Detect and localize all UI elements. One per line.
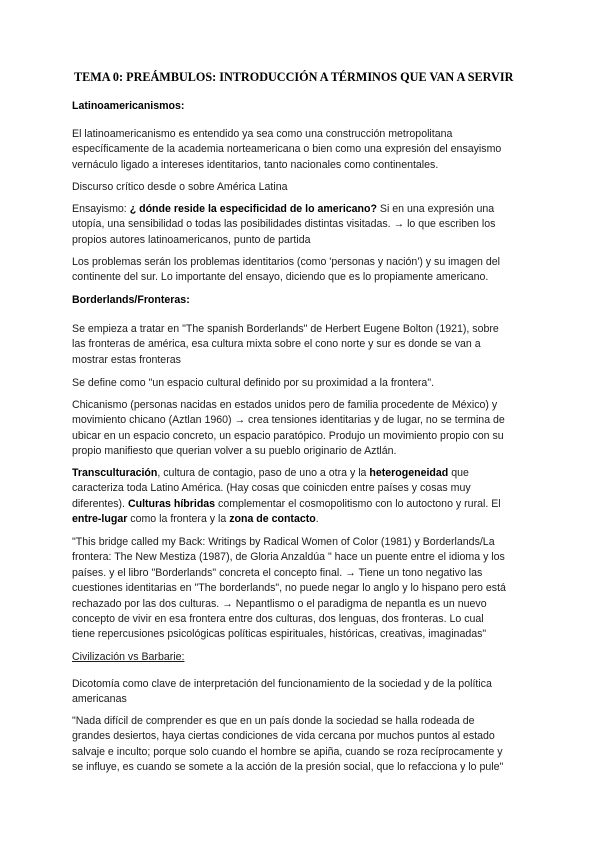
text-span: Si en una expresión una	[376, 203, 495, 215]
paragraph-bridge	[72, 535, 534, 643]
text-line: mostrar estas fronteras	[72, 353, 181, 366]
text-line: grandes desiertos, haya ciertas condiciones de vida cercana por muchos puntos al estado	[72, 730, 495, 743]
heading-civilizacion: Civilización vs Barbarie:	[72, 651, 185, 663]
text-line: Dicotomía como clave de interpretación del funcionamiento de la sociedad y de la política	[72, 678, 492, 690]
text-line: propio manifiesto que querian volver a su pueblo originario de Aztlán.	[72, 445, 397, 458]
heading-latinoamericanismos: Latinoamericanismos:	[72, 100, 185, 112]
text-line	[72, 497, 534, 512]
text-line: rechazado por las dos culturas. → Nepantlismo o el paradigma de nepantla es un nuevo	[72, 597, 487, 610]
text-line	[72, 512, 534, 527]
text-line: El latinoamericanismo es entendido ya sea como una construcción metropolitana	[72, 128, 453, 140]
text-line: vernáculo ligado a intereses identitarios, tanto nacionales como continentales.	[72, 158, 439, 171]
bold-term: entre-lugar	[72, 513, 128, 526]
text-line	[72, 202, 534, 217]
text-span: , cultura de contagio, paso de uno a otra y la	[157, 467, 370, 479]
text-line: concepto de vivir en esa frontera entre dos culturas, dos lenguas, dos fronteras. Lo cual	[72, 613, 484, 626]
text-span: que	[448, 467, 469, 479]
text-line: continente del sur. Lo importante del ensayo, diciendo que es lo propiamente americano.	[72, 271, 489, 284]
text-line	[72, 466, 534, 481]
text-line: ubicar en un espacio concreto, un espacio paratópico. Produjo un movimiento propio con su	[72, 429, 504, 442]
heading-borderlands: Borderlands/Fronteras:	[72, 294, 190, 306]
text-line: países. y el libro "Borderlands" concreta el concepto final. → Tiene un tono negativo las	[72, 566, 483, 579]
paragraph-chicanismo	[72, 398, 534, 460]
paragraph-discurso: Discurso crítico desde o sobre América Latina	[72, 181, 288, 193]
paragraph-dicotomia	[72, 677, 534, 708]
text-line: "This bridge called my Back: Writings by Radical Women of Color (1981) y Borderlands/La	[72, 536, 495, 548]
text-span: .	[315, 513, 319, 526]
text-span: Ensayismo:	[72, 203, 130, 215]
text-line: salvaje e inculto; porque solo cuando el hombre se apiña, cuando se roza recíprocamente y	[72, 745, 503, 758]
text-line: utopía, una sensibilidad o todas las posibilidades distintas visitadas. → lo que escriben los	[72, 218, 496, 231]
paragraph-latinoamericanismo	[72, 127, 534, 173]
text-span: como la frontera y la	[127, 513, 230, 526]
text-line: se influye, es cuando se somete a la acción de la presión social, que lo refacciona y lo pule"	[72, 761, 504, 774]
text-line: Chicanismo (personas nacidas en estados unidos pero de familia procedente de México) y	[72, 399, 498, 411]
text-line: "Nada difícil de comprender es que en un país donde la sociedad se halla rodeada de	[72, 715, 475, 727]
text-line: Los problemas serán los problemas identitarios (como 'personas y nación') y su imagen del	[72, 256, 501, 268]
page-title: TEMA 0: PREÁMBULOS: INTRODUCCIÓN A TÉRMINOS QUE VAN A SERVIR	[74, 70, 514, 84]
bold-term: zona de contacto	[229, 513, 316, 526]
bold-term: heterogeneidad	[369, 467, 449, 479]
text-line: Se empieza a tratar en "The spanish Borderlands" de Herbert Eugene Bolton (1921), sobre	[72, 323, 499, 335]
paragraph-definicion: Se define como "un espacio cultural definido por su proximidad a la frontera".	[72, 377, 435, 389]
text-span: complementar el cosmopolitismo con lo autoctono y rural. El	[215, 497, 501, 510]
text-line: frontera: The New Mestiza (1987), de Gloria Anzaldúa " hace un puente entre el idioma y los	[72, 551, 505, 564]
text-span: diferentes).	[72, 497, 128, 510]
paragraph-bolton	[72, 322, 534, 368]
bold-term: Transculturación	[72, 467, 158, 479]
text-line: específicamente de la academia norteamericana o bien como una expresión del ensayismo	[72, 143, 502, 156]
paragraph-problemas	[72, 255, 534, 286]
paragraph-transculturacion	[72, 466, 534, 528]
bold-term: Culturas híbridas	[127, 497, 216, 510]
text-line: las fronteras de américa, esa cultura mixta sobre el cono norte y sur es donde se van a	[72, 338, 481, 351]
text-line: caracteriza toda Latino América. (Hay cosas que coinicden entre países y cosas muy	[72, 482, 471, 495]
paragraph-quote	[72, 714, 534, 776]
bold-question: ¿ dónde reside la especificidad de lo americano?	[129, 203, 377, 215]
paragraph-ensayismo	[72, 202, 534, 248]
text-line: movimiento chicano (Aztlan 1960) → crea tensiones identitarias y de lugar, no se termina de	[72, 414, 505, 427]
text-line: americanas	[72, 693, 127, 706]
text-line: cuestiones identitarias en "The borderlands", no puede negar lo anglo y lo hispano pero está	[72, 582, 506, 595]
text-line: tiene repercusiones psicológicas políticas espirituales, históricas, creativas, imaginadas"	[72, 628, 487, 641]
text-line: propios autores latinoamericanos, punto de partida	[72, 233, 311, 246]
